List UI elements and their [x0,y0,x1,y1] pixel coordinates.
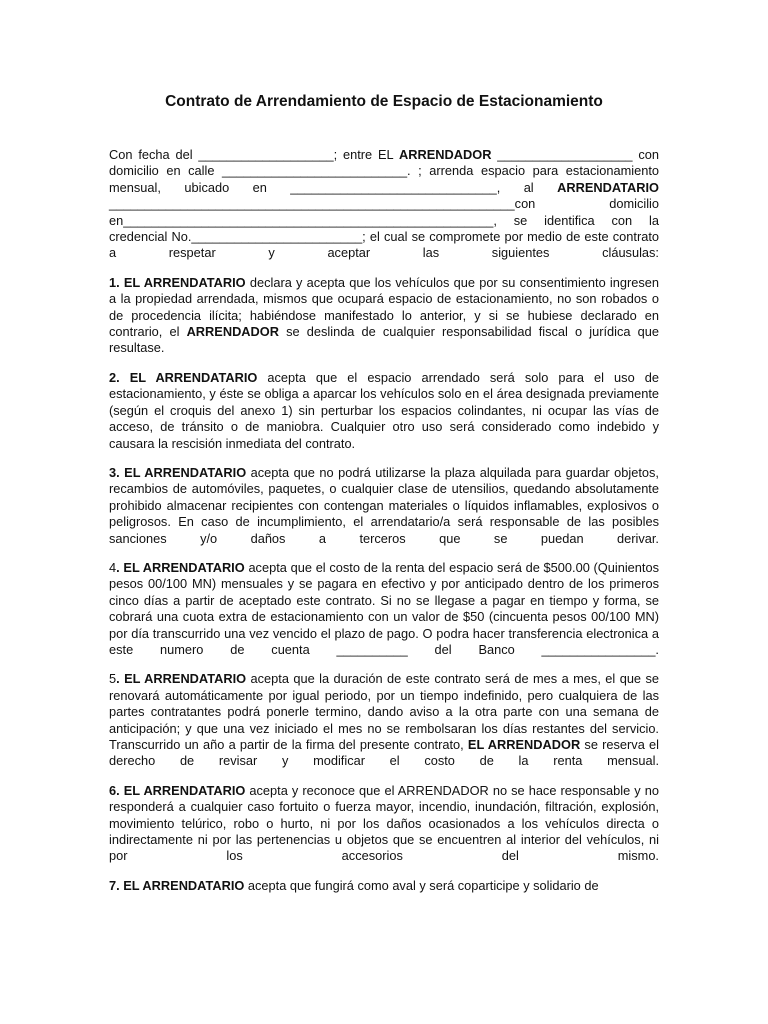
clause-number: 5 [109,671,117,687]
clause-text: acepta que el espacio arrendado será solo para el uso de estacionamiento, y éste se obliga a aparcar los vehículos solo en el área designada previamente (según el croquis del anexo 1) sin perturbar los espacios colindantes, ni ocupar las vías de acceso, de tránsito o de maniobra. Cualquier otro uso será considerado como indebido y causara la rescisión inmediata del contrato. [109,369,659,451]
intro-bold-arrendador: ARRENDADOR [399,147,492,162]
intro-text-1: Con fecha del ___________________; entre EL [109,147,400,162]
clause-number: 1. [109,274,124,290]
clause-5 [109,671,659,769]
clause-party: . EL ARRENDATARIO [116,559,245,575]
clause-text: acepta que la duración de este contrato será de mes a mes, el que se renovará automáticamente por igual periodo, por un tiempo indefinido, pero cualquiera de las partes contratantes podrá ponerle termino, dando aviso a la otra parte con una semana de anticipación; y que una vez iniciado el mes no se rembolsaran los días restantes del servicio. Transcurrido un año a partir de la firma del presente contrato, [109,671,659,752]
clause-number: 2. [109,369,130,385]
intro-text-2: ___________________ con domicilio en calle __________________________. ; arrenda espacio para estacionamiento mensual, ubicado en _____________________________, al [109,147,659,195]
clause-party: EL ARRENDATARIO [129,369,258,385]
clause-4 [109,560,659,658]
clause-party: EL ARRENDATARIO [123,274,246,290]
intro-text-3: _________________________________________________________con domicilio en____________________________________________________, se identifica con la credencial No.________________________; el cual se compromete por medio de este contrato a respetar y aceptar las siguientes cláusulas: [109,196,659,261]
intro-paragraph [109,147,659,262]
clause-1 [109,275,659,357]
clause-number: 7. [109,877,124,893]
document-body [109,147,659,894]
clause-text: acepta que el costo de la renta del espacio será de $500.00 (Quinientos pesos 00/100 MN) mensuales y se pagara en efectivo y por anticipado dentro de los primeros cinco días a partir de aceptado este contrato. Si no se llegase a pagar en tiempo y forma, se cobrará una cuota extra de estacionamiento con un valor de $50 (cincuenta pesos 00/100 MN) por día transcurrido una vez vencido el plazo de pago. O podra hacer transferencia electronica a este numero de cuenta __________ del Banco ________________. [109,559,659,657]
clause-party-2: ARRENDADOR [186,324,279,340]
clause-text: acepta y reconoce que el ARRENDADOR no se hace responsable y no responderá a cualquier caso fortuito o fuerza mayor, incendio, inundación, filtración, explosión, movimiento telúrico, robo o hurto, ni por los daños ocasionados a los vehículos directa o indirectamente ni por las pertenencias u objetos que se encuentren al interior del vehículos, ni por los accesorios del mismo. [109,782,659,864]
clause-text: declara y acepta que los vehículos que por su consentimiento ingresen a la propiedad arrendada, mismos que ocupará espacio de estacionamiento, no son robados o de procedencia ilícita; habiéndose manifestado lo anterior, y si se hubiese declarado en contrario, el [109,274,659,340]
clause-2 [109,370,659,452]
clause-party: EL ARRENDATARIO [124,464,247,480]
intro-bold-arrendatario: ARRENDATARIO [557,179,659,195]
clause-number: 3. [109,464,125,480]
clause-text: acepta que fungirá como aval y será coparticipe y solidario de [244,877,599,893]
clause-3 [109,465,659,547]
clause-party-2: EL ARRENDADOR [467,737,581,752]
clause-text-2: se deslinda de cualquier responsabilidad fiscal o jurídica que resultase. [109,324,659,356]
clause-party: . EL ARRENDATARIO [116,671,247,687]
clause-text: acepta que no podrá utilizarse la plaza alquilada para guardar objetos, recambios de automóviles, paquetes, o cualquier clase de utensilios, quedando absolutamente prohibido almacenar recipientes con contengan materiales o líquidos inflamables, explosivos o peligrosos. En caso de incumplimiento, el arrendatario/a será responsable de las posibles sanciones y/o daños a terceros que se puedan derivar. [109,464,659,546]
clause-party: EL ARRENDATARIO [123,877,245,893]
document-title: Contrato de Arrendamiento de Espacio de Estacionamiento [165,93,603,110]
clause-party: EL ARRENDATARIO [123,782,246,798]
clause-number: 4 [109,559,117,575]
clause-text-2: se reserva el derecho de revisar y modificar el costo de la renta mensual. [109,737,660,769]
clause-number: 6. [109,782,124,798]
clause-7 [109,878,659,894]
clause-6 [109,783,659,865]
